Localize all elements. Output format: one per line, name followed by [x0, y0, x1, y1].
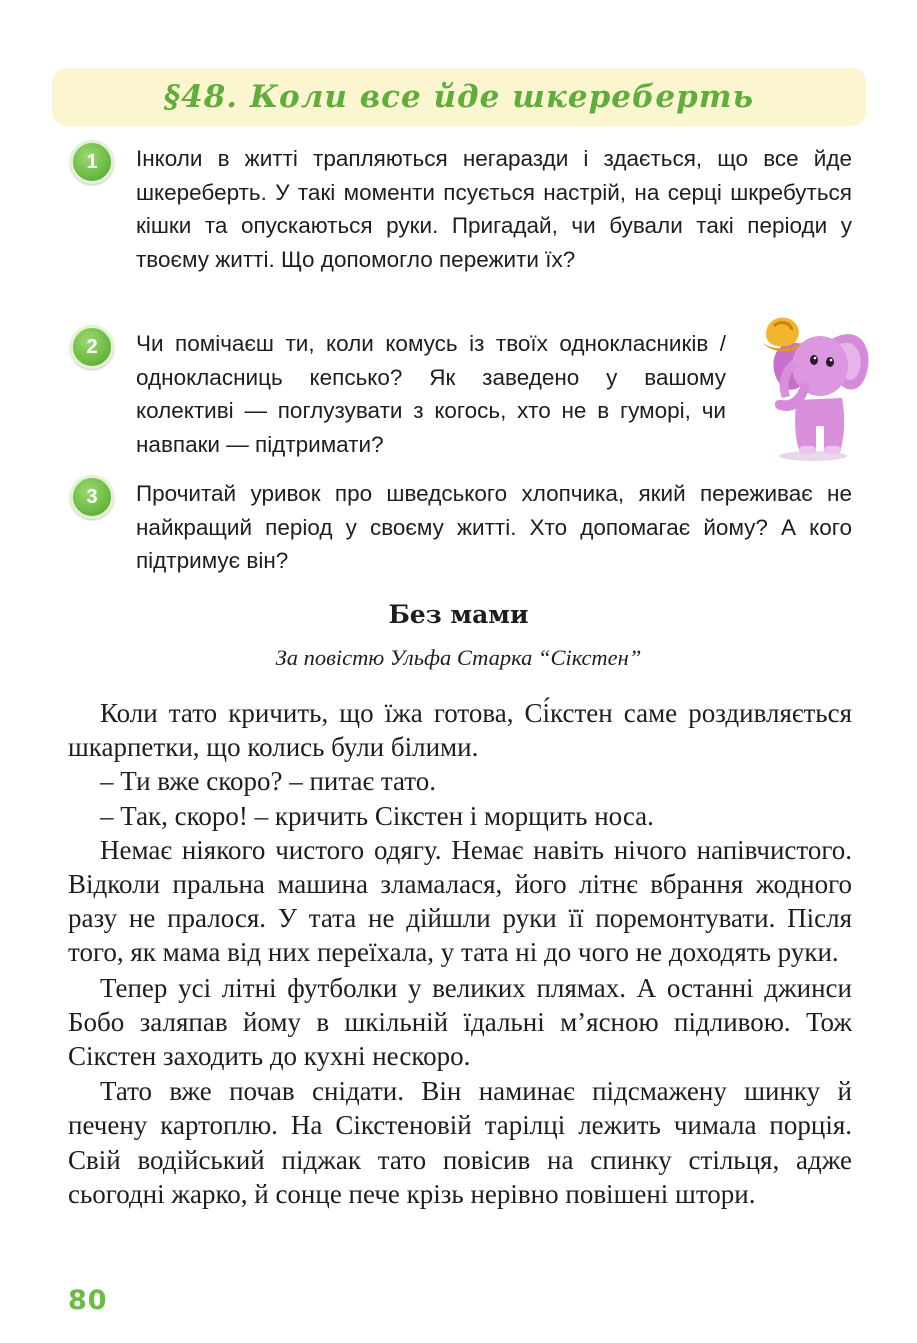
story-text — [68, 696, 852, 1211]
story-source: За повістю Ульфа Старка “Сікстен” — [275, 645, 642, 670]
story-paragraph: – Так, скоро! – кричить Сікстен і морщить носа. — [100, 800, 654, 831]
task-text: Прочитай уривок про шведського хлопчика, який переживає не найкращий період у своєму житті. Хто допомагає йому? А кого підтримує він? — [136, 481, 852, 573]
pink-elephant-with-yellow-hat-icon — [752, 310, 874, 462]
task-text: Чи помічаєш ти, коли комусь із твоїх однокласників / однокласниць кепсько? Як заведено у вашому колективі — поглузувати з когось, хто не в гуморі, чи навпаки — підтримати? — [136, 331, 726, 457]
task-text: Інколи в житті трапляються негаразди і здається, що все йде шкереберть. У такі моменти псується настрій, на серці шкребуться кішки та опускаються руки. Пригадай, чи бували такі періоди у твоєму житті. Що допомогло пережити їх? — [136, 146, 852, 272]
task-number-badge: 3 — [70, 475, 114, 519]
task-number-badge: 2 — [70, 325, 114, 369]
story-paragraph: Коли тато кричить, що їжа готова, Сі́кстен саме роздивляється шкарпетки, що колись були білими. — [68, 698, 852, 763]
title-banner — [52, 68, 866, 126]
story-title: Без мами — [388, 600, 529, 629]
story-paragraph: Немає ніякого чистого одягу. Немає навіть нічого напівчистого. Відколи пральна машина зламалася, його літнє вбрання жодного разу не пралося. У тата не дійшли руки її поремонтувати. Після того, як мама від них переїхала, у тата ні до чого не доходять руки. — [68, 834, 852, 968]
page-number: 80 — [68, 1285, 108, 1316]
task-number-badge: 1 — [70, 140, 114, 184]
story-paragraph: Тато вже почав снідати. Він наминає підсмажену шинку й печену картоплю. На Сікстеновій тарілці лежить чимала порція. Свій водійський піджак тато повісив на спинку стільця, адже сьогодні жарко, й сонце пече крізь нерівно повішені штори. — [68, 1076, 852, 1209]
story-paragraph: – Ти вже скоро? – питає тато. — [100, 766, 436, 797]
story-paragraph: Тепер усі літні футболки у великих плямах. А останні джинси Бобо заляпав йому в шкільній їдальні м’ясною підливою. Тож Сікстен заходить до кухні нескоро. — [68, 972, 852, 1072]
page-title: §48. Коли все йде шкереберть — [163, 79, 755, 115]
